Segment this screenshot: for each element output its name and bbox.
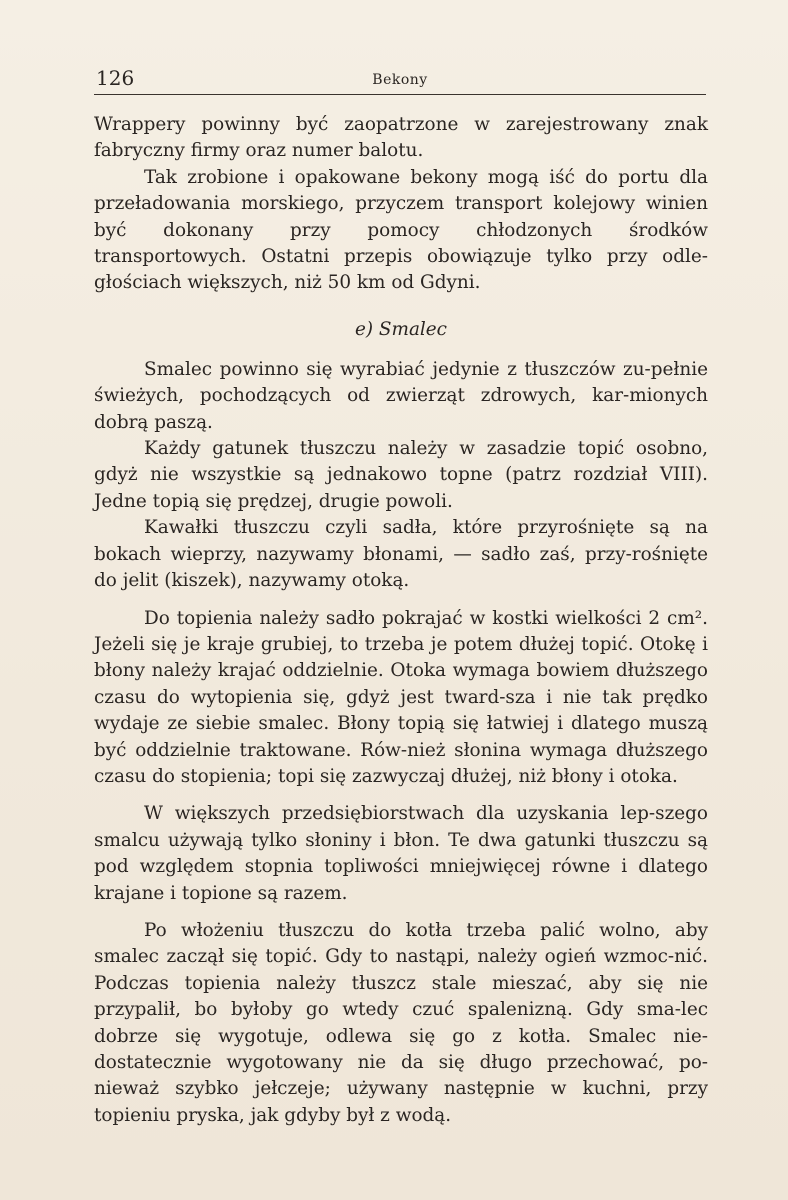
body-text (94, 112, 708, 1129)
paragraph: Wrappery powinny być zaopatrzone w zarejestrowany znak fabryczny firmy oraz numer balotu. (94, 114, 708, 162)
paragraph: Kawałki tłuszczu czyli sadła, które przyrośnięte są na bokach wieprzy, nazywamy błonami, — sadło zaś, przy-rośnięte do jelit (kiszek), nazywamy otoką. (94, 517, 708, 592)
page-header (94, 66, 706, 95)
paragraph: Do topienia należy sadło pokrajać w kostki wielkości 2 cm². Jeżeli się je kraje grubiej, to trzeba je potem dłużej topić. Otokę i błony należy krajać oddzielnie. Otoka wymaga bowiem dłuższego czasu do wytopienia się, gdyż jest tward-sza i nie tak prędko wydaje ze siebie smalec. Błony topią się łatwiej i dlatego muszą być oddzielnie traktowane. Rów-nież słonina wymaga dłuższego czasu do stopienia; topi się zazwyczaj dłużej, niż błony i otoka. (94, 607, 708, 787)
paragraph: Każdy gatunek tłuszczu należy w zasadzie topić osobno, gdyż nie wszystkie są jednakowo topne (patrz rozdział VIII). Jedne topią się prędzej, drugie powoli. (94, 438, 708, 512)
paragraph: W większych przedsiębiorstwach dla uzyskania lep-szego smalcu używają tylko słoniny i błon. Te dwa gatunki tłuszczu są pod względem stopnia topliwości mniejwięcej równe i dlatego krajane i topione są razem. (94, 803, 708, 904)
paragraph: Smalec powinno się wyrabiać jedynie z tłuszczów zu-pełnie świeżych, pochodzących od zwierząt zdrowych, kar-mionych dobrą paszą. (94, 358, 708, 433)
paragraph: Tak zrobione i opakowane bekony mogą iść do portu dla przeładowania morskiego, przyczem transport kolejowy winien być dokonany przy pomocy chłodzonych środków transportowych. Ostatni przepis obowiązuje tylko przy odle-głościach większych, niż 50 km od Gdyni. (94, 166, 708, 294)
section-heading: e) Smalec (355, 318, 447, 340)
page-number: 126 (96, 66, 135, 90)
paragraph: Po włożeniu tłuszczu do kotła trzeba palić wolno, aby smalec zaczął się topić. Gdy to nastąpi, należy ogień wzmoc-nić. Podczas topienia należy tłuszcz stale mieszać, aby się nie przypalił, bo byłoby go wtedy czuć spalenizną. Gdy sma-lec dobrze się wygotuje, odlewa się go z kotła. Smalec nie-dostatecznie wygotowany nie da się długo przechować, po-nieważ szybko jełczeje; używany następnie w kuchni, przy topieniu pryska, jak gdyby był z wodą. (94, 919, 708, 1126)
running-title: Bekony (372, 72, 428, 88)
